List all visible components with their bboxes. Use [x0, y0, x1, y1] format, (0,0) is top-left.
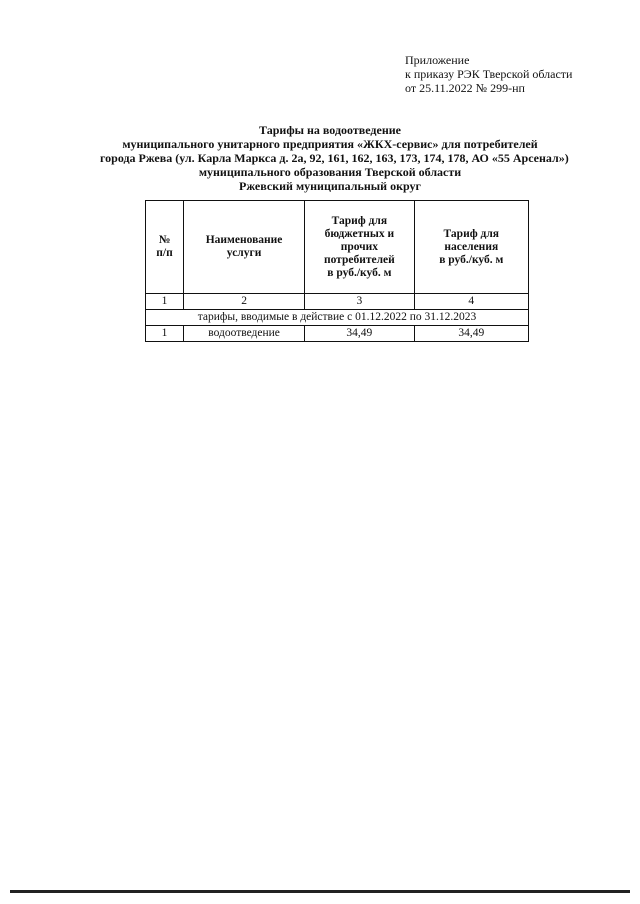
title-line-3: города Ржева (ул. Карла Маркса д. 2а, 92, 161, 162, 163, 173, 174, 178, АО «55 Арсенал») [100, 151, 569, 165]
table-header-row [146, 201, 529, 294]
period-text: тарифы, вводимые в действие с 01.12.2022 по 31.12.2023 [146, 310, 529, 326]
title-line-1: Тарифы на водоотведение [259, 123, 401, 137]
appendix-order-ref: к приказу РЭК Тверской области [405, 67, 573, 81]
column-number: 4 [414, 294, 528, 310]
row-tariff-population: 34,49 [414, 326, 528, 342]
column-number: 3 [305, 294, 414, 310]
header-service-name: Наименование услуги [184, 201, 305, 294]
title-line-5: Ржевский муниципальный округ [239, 179, 421, 193]
period-row [146, 310, 529, 326]
document-title [100, 123, 569, 193]
column-number-row [146, 294, 529, 310]
appendix-label: Приложение [405, 53, 470, 67]
header-tariff-population: Тариф для населения в руб./куб. м [414, 201, 528, 294]
table-row [146, 326, 529, 342]
appendix-order-date: от 25.11.2022 № 299-нп [405, 81, 525, 95]
header-number: № п/п [146, 201, 184, 294]
column-number: 2 [184, 294, 305, 310]
title-line-2: муниципального унитарного предприятия «ЖКХ-сервис» для потребителей [122, 137, 538, 151]
header-tariff-budget: Тариф для бюджетных и прочих потребителей в руб./куб. м [305, 201, 414, 294]
row-service-name: водоотведение [184, 326, 305, 342]
column-number: 1 [146, 294, 184, 310]
row-number: 1 [146, 326, 184, 342]
appendix-reference [405, 53, 572, 95]
title-line-4: муниципального образования Тверской области [198, 165, 462, 179]
tariff-table [145, 200, 529, 342]
scan-edge-line [10, 890, 630, 893]
row-tariff-budget: 34,49 [305, 326, 414, 342]
